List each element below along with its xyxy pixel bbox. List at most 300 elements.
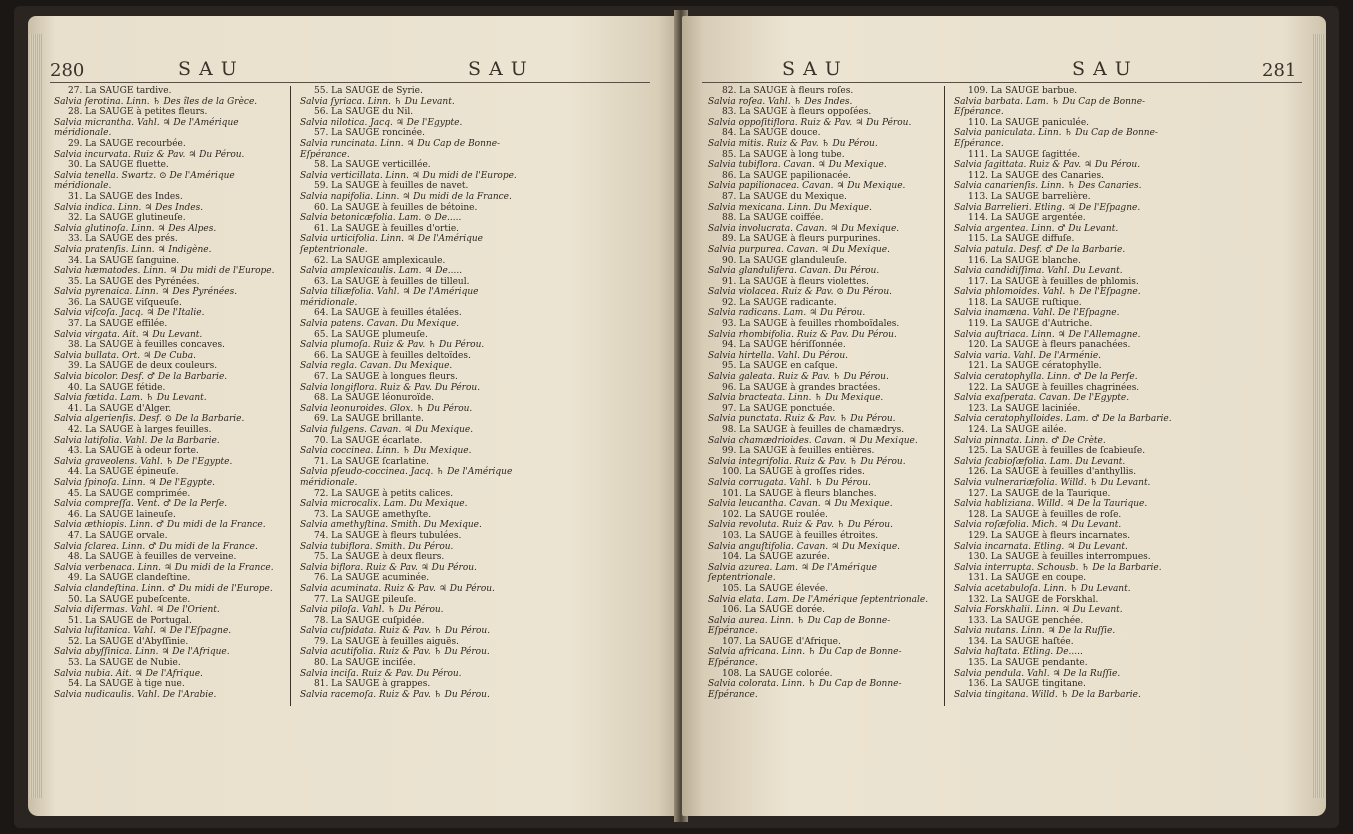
common-name: 107. La SAUGE d'Afrique.	[722, 636, 841, 647]
latin-name: Salvia graveolens. Vahl. ♄ De l'Egypte.	[54, 456, 233, 467]
species-entry	[54, 383, 282, 404]
latin-name: Salvia tiliæfolia. Vahl. ♃ De l'Amérique méridionale.	[300, 287, 479, 308]
species-entry	[300, 531, 528, 552]
common-name: 133. La SAUGE penchée.	[968, 615, 1084, 626]
species-entry	[54, 573, 282, 594]
latin-name: Salvia corrugata. Vahl. ♄ Du Pérou.	[708, 477, 871, 488]
common-name: 46. La SAUGE laineuſe.	[68, 509, 176, 520]
latin-name: Salvia amplexicaulis. Lam. ♃ De.....	[300, 266, 463, 277]
common-name: 106. La SAUGE dorée.	[722, 605, 825, 616]
species-entry	[708, 277, 936, 298]
latin-name: Salvia diſermas. Vahl. ♃ De l'Orient.	[54, 605, 220, 616]
latin-name: Salvia betonicæfolia. Lam. ⊙ De.....	[300, 213, 462, 224]
latin-name: Salvia colorata. Linn. ♄ Du Cap de Bonne-Eſpérance.	[708, 679, 902, 700]
common-name: 65. La SAUGE plumeuſe.	[314, 329, 428, 340]
latin-name: Salvia pyrenaica. Linn. ♃ Des Pyrénées.	[54, 287, 238, 298]
common-name: 29. La SAUGE recourbée.	[68, 138, 186, 149]
species-entry	[300, 489, 528, 510]
latin-name: Salvia verticillata. Linn. ♃ Du midi de l'Europe.	[300, 170, 517, 181]
common-name: 123. La SAUGE laciniée.	[968, 403, 1081, 414]
latin-name: Salvia nilotica. Jacq. ♃ De l'Egypte.	[300, 117, 463, 128]
common-name: 41. La SAUGE d'Alger.	[68, 403, 172, 414]
species-entry	[954, 552, 1182, 573]
species-entry	[708, 510, 936, 531]
species-entry	[708, 489, 936, 510]
latin-name: Salvia mitis. Ruiz & Pav. ♄ Du Pérou.	[708, 138, 878, 149]
common-name: 63. La SAUGE à feuilles de tilleul.	[314, 276, 470, 287]
common-name: 102. La SAUGE roulée.	[722, 509, 828, 520]
species-entry	[954, 86, 1182, 118]
species-entry	[300, 658, 528, 679]
latin-name: Salvia hæmatodes. Linn. ♃ Du midi de l'Europe.	[54, 266, 275, 277]
common-name: 136. La SAUGE tingitane.	[968, 679, 1086, 690]
latin-name: Salvia napifolia. Linn. ♃ Du midi de la France.	[300, 191, 512, 202]
latin-name: Salvia tenella. Swartz. ⊙ De l'Amérique méridionale.	[54, 170, 235, 192]
common-name: 128. La SAUGE à feuilles de roſe.	[968, 509, 1122, 520]
common-name: 66. La SAUGE à feuilles deltoïdes.	[314, 350, 471, 361]
latin-name: Salvia longiflora. Ruiz & Pav. Du Pérou.	[300, 382, 481, 393]
common-name: 54. La SAUGE à tige nue.	[68, 679, 185, 690]
species-entry	[708, 605, 936, 637]
latin-name: Salvia bullata. Ort. ♃ De Cuba.	[54, 350, 197, 361]
species-entry	[300, 308, 528, 329]
species-entry	[54, 637, 282, 658]
species-entry	[708, 234, 936, 255]
latin-name: Salvia candidiſſima. Vahl. Du Levant.	[954, 266, 1123, 277]
common-name: 116. La SAUGE blanche.	[968, 255, 1081, 266]
species-entry	[708, 637, 936, 669]
species-entry	[708, 171, 936, 192]
species-entry	[954, 319, 1182, 340]
common-name: 80. La SAUGE inciſée.	[314, 658, 416, 669]
species-entry	[54, 510, 282, 531]
latin-name: Salvia glutinoſa. Linn. ♃ Des Alpes.	[54, 223, 217, 234]
latin-name: Salvia bicolor. Desf. ♂ De la Barbarie.	[54, 372, 228, 383]
common-name: 68. La SAUGE léonuroïde.	[314, 393, 435, 404]
latin-name: Salvia involucrata. Cavan. ♃ Du Mexique.	[708, 223, 900, 234]
species-entry	[54, 139, 282, 160]
species-entry	[954, 118, 1182, 150]
latin-name: Salvia racemoſa. Ruiz & Pav. ♄ Du Pérou.	[300, 689, 490, 700]
common-name: 59. La SAUGE à feuilles de navet.	[314, 181, 469, 192]
species-entry	[708, 531, 936, 552]
species-entry	[954, 298, 1182, 319]
left-header-rule	[50, 82, 650, 83]
latin-name: Salvia verbenaca. Linn. ♃ Du midi de la France.	[54, 562, 274, 573]
species-entry	[708, 340, 936, 361]
species-entry	[954, 467, 1182, 488]
latin-name: Salvia clandeſtina. Linn. ♂ Du midi de l'Europe.	[54, 583, 273, 594]
common-name: 49. La SAUGE clandeſtine.	[68, 573, 191, 584]
species-entry	[300, 414, 528, 435]
latin-name: Salvia indica. Linn. ♃ Des Indes.	[54, 202, 204, 213]
species-entry	[708, 584, 936, 605]
common-name: 47. La SAUGE orvale.	[68, 530, 168, 541]
species-entry	[708, 361, 936, 382]
species-entry	[708, 467, 936, 488]
species-entry	[708, 192, 936, 213]
species-entry	[954, 616, 1182, 637]
latin-name: Salvia amethyſtina. Smith. Du Mexique.	[300, 520, 482, 531]
latin-name: Salvia tingitana. Willd. ♄ De la Barbarie.	[954, 689, 1141, 700]
common-name: 97. La SAUGE ponctuée.	[722, 403, 836, 414]
species-entry	[300, 595, 528, 616]
species-entry	[54, 319, 282, 340]
latin-name: Salvia incarnata. Etling. ♃ Du Levant.	[954, 541, 1128, 552]
common-name: 73. La SAUGE amethyſte.	[314, 509, 432, 520]
species-entry	[708, 404, 936, 425]
common-name: 94. La SAUGE hériſſonnée.	[722, 340, 846, 351]
common-name: 32. La SAUGE glutineuſe.	[68, 213, 186, 224]
latin-name: Salvia ſerotina. Linn. ♄ Des îles de la Grèce.	[54, 96, 258, 107]
common-name: 118. La SAUGE ruſtique.	[968, 297, 1082, 308]
species-entry	[54, 425, 282, 446]
species-entry	[954, 531, 1182, 552]
common-name: 89. La SAUGE à fleurs purpurines.	[722, 234, 881, 245]
species-entry	[954, 658, 1182, 679]
latin-name: Salvia fulgens. Cavan. ♃ Du Mexique.	[300, 425, 474, 435]
latin-name: Salvia barbata. Lam. ♄ Du Cap de Bonne-Eſpérance.	[954, 96, 1146, 118]
species-entry	[954, 637, 1182, 658]
common-name: 28. La SAUGE à petites fleurs.	[68, 107, 208, 118]
species-entry	[54, 256, 282, 277]
latin-name: Salvia inamæna. Vahl. De l'Eſpagne.	[954, 308, 1120, 319]
right-running-head-2: SAU	[1072, 58, 1139, 80]
species-entry	[300, 224, 528, 256]
common-name: 35. La SAUGE des Pyrénées.	[68, 276, 200, 287]
right-running-head-1: SAU	[782, 58, 849, 80]
species-entry	[54, 531, 282, 552]
common-name: 43. La SAUGE à odeur forte.	[68, 446, 199, 457]
latin-name: Salvia Forskhalii. Linn. ♃ Du Levant.	[954, 605, 1123, 616]
common-name: 77. La SAUGE pileuſe.	[314, 594, 417, 605]
latin-name: Salvia argentea. Linn. ♂ Du Levant.	[954, 223, 1119, 234]
latin-name: Salvia fœtida. Lam. ♄ Du Levant.	[54, 393, 207, 404]
latin-name: Salvia bracteata. Linn. ♄ Du Mexique.	[708, 393, 884, 404]
species-entry	[300, 160, 528, 181]
latin-name: Salvia runcinata. Linn. ♃ Du Cap de Bonne-Eſpérance.	[300, 138, 501, 160]
species-entry	[54, 467, 282, 488]
latin-name: Salvia azurea. Lam. ♃ De l'Amérique ſeptentrionale.	[708, 562, 877, 584]
latin-name: Salvia pinnata. Linn. ♂ De Crète.	[954, 435, 1106, 446]
latin-name: Salvia haſtata. Etling. De.....	[954, 647, 1083, 658]
common-name: 40. La SAUGE fétide.	[68, 382, 166, 393]
latin-name: Salvia punctata. Ruiz & Pav. ♄ Du Pérou.	[708, 414, 896, 425]
species-entry	[708, 383, 936, 404]
right-header-rule	[702, 82, 1302, 83]
common-name: 64. La SAUGE à feuilles étalées.	[314, 308, 462, 319]
latin-name: Salvia phlomoides. Vahl. ♄ De l'Eſpagne.	[954, 287, 1141, 298]
common-name: 112. La SAUGE des Canaries.	[968, 170, 1104, 181]
species-entry	[708, 256, 936, 277]
latin-name: Salvia æthiopis. Linn. ♂ Du midi de la France.	[54, 520, 266, 531]
species-entry	[54, 107, 282, 139]
species-entry	[708, 298, 936, 319]
latin-name: Salvia hirtella. Vahl. Du Pérou.	[708, 350, 849, 361]
latin-name: Salvia tubiflora. Cavan. ♃ Du Mexique.	[708, 160, 887, 171]
latin-name: Salvia purpurea. Cavan. ♃ Du Mexique.	[708, 244, 890, 255]
common-name: 72. La SAUGE à petits calices.	[314, 488, 454, 499]
species-entry	[954, 234, 1182, 255]
latin-name: Salvia patula. Desf. ♂ De la Barbarie.	[954, 244, 1126, 255]
latin-name: Salvia plumoſa. Ruiz & Pav. ♄ Du Pérou.	[300, 340, 485, 351]
latin-name: Salvia cuſpidata. Ruiz & Pav. ♄ Du Pérou.	[300, 626, 491, 637]
latin-name: Salvia exaſperata. Cavan. De l'Egypte.	[954, 393, 1130, 404]
species-entry	[708, 425, 936, 446]
common-name: 130. La SAUGE à feuilles interrompues.	[968, 552, 1151, 563]
right-column-2	[954, 86, 1182, 700]
latin-name: Salvia pendula. Vahl. ♃ De la Ruſſie.	[954, 668, 1121, 679]
species-entry	[954, 361, 1182, 382]
common-name: 45. La SAUGE comprimée.	[68, 488, 191, 499]
latin-name: Salvia virgata. Ait. ♃ Du Levant.	[54, 329, 203, 340]
common-name: 121. La SAUGE cératophylle.	[968, 361, 1102, 372]
common-name: 55. La SAUGE de Syrie.	[314, 86, 423, 96]
species-entry	[954, 425, 1182, 446]
latin-name: Salvia acetabuloſa. Linn. ♄ Du Levant.	[954, 583, 1131, 594]
species-entry	[300, 203, 528, 224]
common-name: 67. La SAUGE à longues fleurs.	[314, 372, 458, 383]
species-entry	[300, 457, 528, 489]
latin-name: Salvia pſeudo-coccinea. Jacq. ♄ De l'Amérique méridionale.	[300, 467, 513, 488]
common-name: 84. La SAUGE douce.	[722, 128, 821, 139]
common-name: 101. La SAUGE à fleurs blanches.	[722, 488, 877, 499]
common-name: 88. La SAUGE coiffée.	[722, 213, 824, 224]
common-name: 90. La SAUGE glanduleuſe.	[722, 255, 848, 266]
right-column-1	[708, 86, 936, 700]
species-entry	[54, 679, 282, 700]
latin-name: Salvia tubiflora. Smith. Du Pérou.	[300, 541, 454, 552]
common-name: 119. La SAUGE d'Autriche.	[968, 319, 1093, 330]
left-running-head-2: SAU	[468, 58, 535, 80]
latin-name: Salvia canarienſis. Linn. ♄ Des Canaries.	[954, 181, 1142, 192]
latin-name: Salvia ſagittata. Ruiz & Pav. ♃ Du Pérou.	[954, 160, 1141, 171]
latin-name: Salvia leonuroides. Glox. ♄ Du Pérou.	[300, 403, 473, 414]
species-entry	[954, 340, 1182, 361]
common-name: 120. La SAUGE à fleurs panachées.	[968, 340, 1131, 351]
common-name: 113. La SAUGE barrelière.	[968, 191, 1091, 202]
common-name: 52. La SAUGE d'Abyſſinie.	[68, 636, 189, 647]
left-column-2	[300, 86, 528, 700]
right-column-divider	[944, 86, 945, 706]
species-entry	[54, 552, 282, 573]
species-entry	[54, 86, 282, 107]
latin-name: Salvia biflora. Ruiz & Pav. ♃ Du Pérou.	[300, 562, 477, 573]
common-name: 85. La SAUGE à long tube.	[722, 149, 845, 160]
right-page-edge	[1312, 34, 1324, 798]
species-entry	[954, 510, 1182, 531]
common-name: 100. La SAUGE à groſſes rides.	[722, 467, 865, 478]
latin-name: Salvia ceratophylla. Linn. ♂ De la Perſe.	[954, 372, 1138, 383]
latin-name: Salvia chamædrioides. Cavan. ♃ Du Mexique.	[708, 435, 918, 446]
latin-name: Salvia ſpinoſa. Linn. ♃ De l'Egypte.	[54, 477, 216, 488]
common-name: 104. La SAUGE azurée.	[722, 552, 830, 563]
latin-name: Salvia abyſſinica. Linn. ♃ De l'Afrique.	[54, 647, 230, 658]
latin-name: Salvia micrantha. Vahl. ♃ De l'Amérique méridionale.	[54, 117, 239, 139]
latin-name: Salvia incurvata. Ruiz & Pav. ♃ Du Pérou.	[54, 149, 245, 160]
species-entry	[300, 107, 528, 128]
latin-name: Salvia paniculata. Linn. ♄ Du Cap de Bonne-Eſpérance.	[954, 128, 1158, 149]
species-entry	[54, 298, 282, 319]
common-name: 31. La SAUGE des Indes.	[68, 191, 183, 202]
species-entry	[708, 669, 936, 701]
species-entry	[300, 372, 528, 393]
left-column-divider	[290, 86, 291, 706]
common-name: 53. La SAUGE de Nubie.	[68, 658, 181, 669]
latin-name: Salvia varia. Vahl. De l'Arménie.	[954, 350, 1102, 361]
latin-name: Salvia nubia. Ait. ♃ De l'Afrique.	[54, 668, 203, 679]
common-name: 33. La SAUGE des prés.	[68, 234, 178, 245]
species-entry	[708, 319, 936, 340]
common-name: 27. La SAUGE tardive.	[68, 86, 172, 96]
species-entry	[954, 192, 1182, 213]
latin-name: Salvia latifolia. Vahl. De la Barbarie.	[54, 435, 220, 446]
species-entry	[300, 393, 528, 414]
open-book	[14, 6, 1339, 828]
species-entry	[54, 160, 282, 192]
latin-name: Salvia vulnerariæfolia. Willd. ♄ Du Levant.	[954, 477, 1151, 488]
latin-name: Salvia papilionacea. Cavan. ♃ Du Mexique.	[708, 181, 906, 192]
latin-name: Salvia nutans. Linn. ♃ De la Ruſſie.	[954, 626, 1116, 637]
common-name: 76. La SAUGE acuminée.	[314, 573, 430, 584]
common-name: 38. La SAUGE à feuilles concaves.	[68, 340, 225, 351]
latin-name: Salvia radicans. Lam. ♃ Du Pérou.	[708, 308, 866, 319]
latin-name: Salvia luſitanica. Vahl. ♃ De l'Eſpagne.	[54, 626, 232, 637]
latin-name: Salvia integrifolia. Ruiz & Pav. ♄ Du Pérou.	[708, 456, 906, 467]
latin-name: Salvia patens. Cavan. Du Mexique.	[300, 319, 460, 330]
species-entry	[54, 489, 282, 510]
species-entry	[708, 128, 936, 149]
common-name: 83. La SAUGE à fleurs oppoſées.	[722, 107, 872, 118]
common-name: 131. La SAUGE en coupe.	[968, 573, 1087, 584]
latin-name: Salvia anguſtifolia. Cavan. ♃ Du Mexique.	[708, 541, 901, 552]
common-name: 108. La SAUGE colorée.	[722, 668, 833, 679]
latin-name: Salvia africana. Linn. ♄ Du Cap de Bonne-Eſpérance.	[708, 647, 902, 669]
latin-name: Salvia inciſa. Ruiz & Pav. Du Pérou.	[300, 668, 462, 679]
right-page-number: 281	[1262, 60, 1297, 81]
left-page-edge	[30, 34, 42, 798]
common-name: 69. La SAUGE brillante.	[314, 414, 424, 425]
left-page-number: 280	[50, 60, 85, 81]
species-entry	[54, 404, 282, 425]
common-name: 95. La SAUGE en caſque.	[722, 361, 838, 372]
latin-name: Salvia elata. Lam. De l'Amérique ſeptentrionale.	[708, 594, 929, 605]
species-entry	[300, 128, 528, 160]
common-name: 70. La SAUGE écarlate.	[314, 435, 423, 446]
species-entry	[954, 404, 1182, 425]
common-name: 78. La SAUGE cuſpidée.	[314, 615, 425, 626]
species-entry	[300, 573, 528, 594]
common-name: 105. La SAUGE élevée.	[722, 583, 829, 594]
species-entry	[54, 340, 282, 361]
latin-name: Salvia ſcabioſæfolia. Lam. Du Levant.	[954, 456, 1126, 467]
common-name: 71. La SAUGE ſcarlatine.	[314, 456, 430, 467]
latin-name: Salvia ſyriaca. Linn. ♄ Du Levant.	[300, 96, 455, 107]
latin-name: Salvia Barrelieri. Etling. ♃ De l'Eſpagne.	[954, 202, 1141, 213]
species-entry	[300, 436, 528, 457]
common-name: 110. La SAUGE paniculée.	[968, 117, 1090, 128]
common-name: 82. La SAUGE à fleurs roſes.	[722, 86, 854, 96]
species-entry	[300, 330, 528, 351]
latin-name: Salvia ceratophylloides. Lam. ♂ De la Barbarie.	[954, 414, 1172, 425]
common-name: 36. La SAUGE viſqueuſe.	[68, 297, 182, 308]
common-name: 75. La SAUGE à deux fleurs.	[314, 552, 445, 563]
common-name: 96. La SAUGE à grandes bractées.	[722, 382, 881, 393]
latin-name: Salvia algerienſis. Desf. ⊙ De la Barbarie.	[54, 414, 245, 425]
species-entry	[54, 658, 282, 679]
latin-name: Salvia mexicana. Linn. Du Mexique.	[708, 202, 872, 213]
common-name: 51. La SAUGE de Portugal.	[68, 615, 192, 626]
latin-name: Salvia microcalix. Lam. Du Mexique.	[300, 499, 468, 510]
species-entry	[708, 86, 936, 107]
latin-name: Salvia roſea. Vahl. ♄ Des Indes.	[708, 96, 853, 107]
latin-name: Salvia interrupta. Schousb. ♄ De la Barbarie.	[954, 562, 1162, 573]
common-name: 124. La SAUGE ailée.	[968, 425, 1067, 435]
species-entry	[300, 277, 528, 309]
species-entry	[54, 192, 282, 213]
species-entry	[708, 107, 936, 128]
left-running-head-1: SAU	[178, 58, 245, 80]
species-entry	[54, 595, 282, 616]
species-entry	[300, 637, 528, 658]
common-name: 92. La SAUGE radicante.	[722, 297, 837, 308]
common-name: 50. La SAUGE pubeſcente.	[68, 594, 191, 605]
latin-name: Salvia viſcoſa. Jacq. ♃ De l'Italie.	[54, 308, 205, 319]
species-entry	[54, 234, 282, 255]
common-name: 129. La SAUGE à fleurs incarnates.	[968, 530, 1131, 541]
species-entry	[300, 351, 528, 372]
latin-name: Salvia nudicaulis. Vahl. De l'Arabie.	[54, 689, 217, 700]
latin-name: Salvia rhombifolia. Ruiz & Pav. Du Pérou.	[708, 329, 897, 340]
species-entry	[954, 595, 1182, 616]
common-name: 99. La SAUGE à feuilles entières.	[722, 446, 875, 457]
species-entry	[300, 181, 528, 202]
species-entry	[708, 446, 936, 467]
latin-name: Salvia galeata. Ruiz & Pav. ♄ Du Pérou.	[708, 372, 889, 383]
species-entry	[54, 616, 282, 637]
common-name: 58. La SAUGE verticillée.	[314, 160, 431, 171]
species-entry	[954, 150, 1182, 171]
common-name: 114. La SAUGE argentée.	[968, 213, 1086, 224]
latin-name: Salvia piloſa. Vahl. ♄ Du Pérou.	[300, 605, 444, 616]
species-entry	[954, 573, 1182, 594]
latin-name: Salvia revoluta. Ruiz & Pav. ♄ Du Pérou.	[708, 520, 893, 531]
common-name: 126. La SAUGE à feuilles d'anthyllis.	[968, 467, 1137, 478]
common-name: 125. La SAUGE à feuilles de ſcabieuſe.	[968, 446, 1146, 457]
latin-name: Salvia acuminata. Ruiz & Pav. ♃ Du Pérou.	[300, 583, 495, 594]
latin-name: Salvia regla. Cavan. Du Mexique.	[300, 361, 453, 372]
species-entry	[300, 256, 528, 277]
species-entry	[300, 510, 528, 531]
common-name: 42. La SAUGE à larges feuilles.	[68, 425, 212, 435]
common-name: 87. La SAUGE du Mexique.	[722, 191, 847, 202]
common-name: 135. La SAUGE pendante.	[968, 658, 1088, 669]
left-page	[28, 16, 680, 816]
common-name: 122. La SAUGE à feuilles chagrinées.	[968, 382, 1140, 393]
species-entry	[954, 277, 1182, 298]
left-column-1	[54, 86, 282, 700]
species-entry	[954, 383, 1182, 404]
common-name: 44. La SAUGE épineuſe.	[68, 467, 179, 478]
latin-name: Salvia urticifolia. Linn. ♃ De l'Amérique ſeptentrionale.	[300, 234, 483, 255]
latin-name: Salvia acutifolia. Ruiz & Pav. ♄ Du Pérou.	[300, 647, 490, 658]
latin-name: Salvia roſæfolia. Mich. ♃ Du Levant.	[954, 520, 1122, 531]
common-name: 62. La SAUGE amplexicaule.	[314, 255, 446, 266]
species-entry	[300, 616, 528, 637]
common-name: 91. La SAUGE à fleurs violettes.	[722, 276, 870, 287]
common-name: 56. La SAUGE du Nil.	[314, 107, 414, 118]
species-entry	[954, 171, 1182, 192]
